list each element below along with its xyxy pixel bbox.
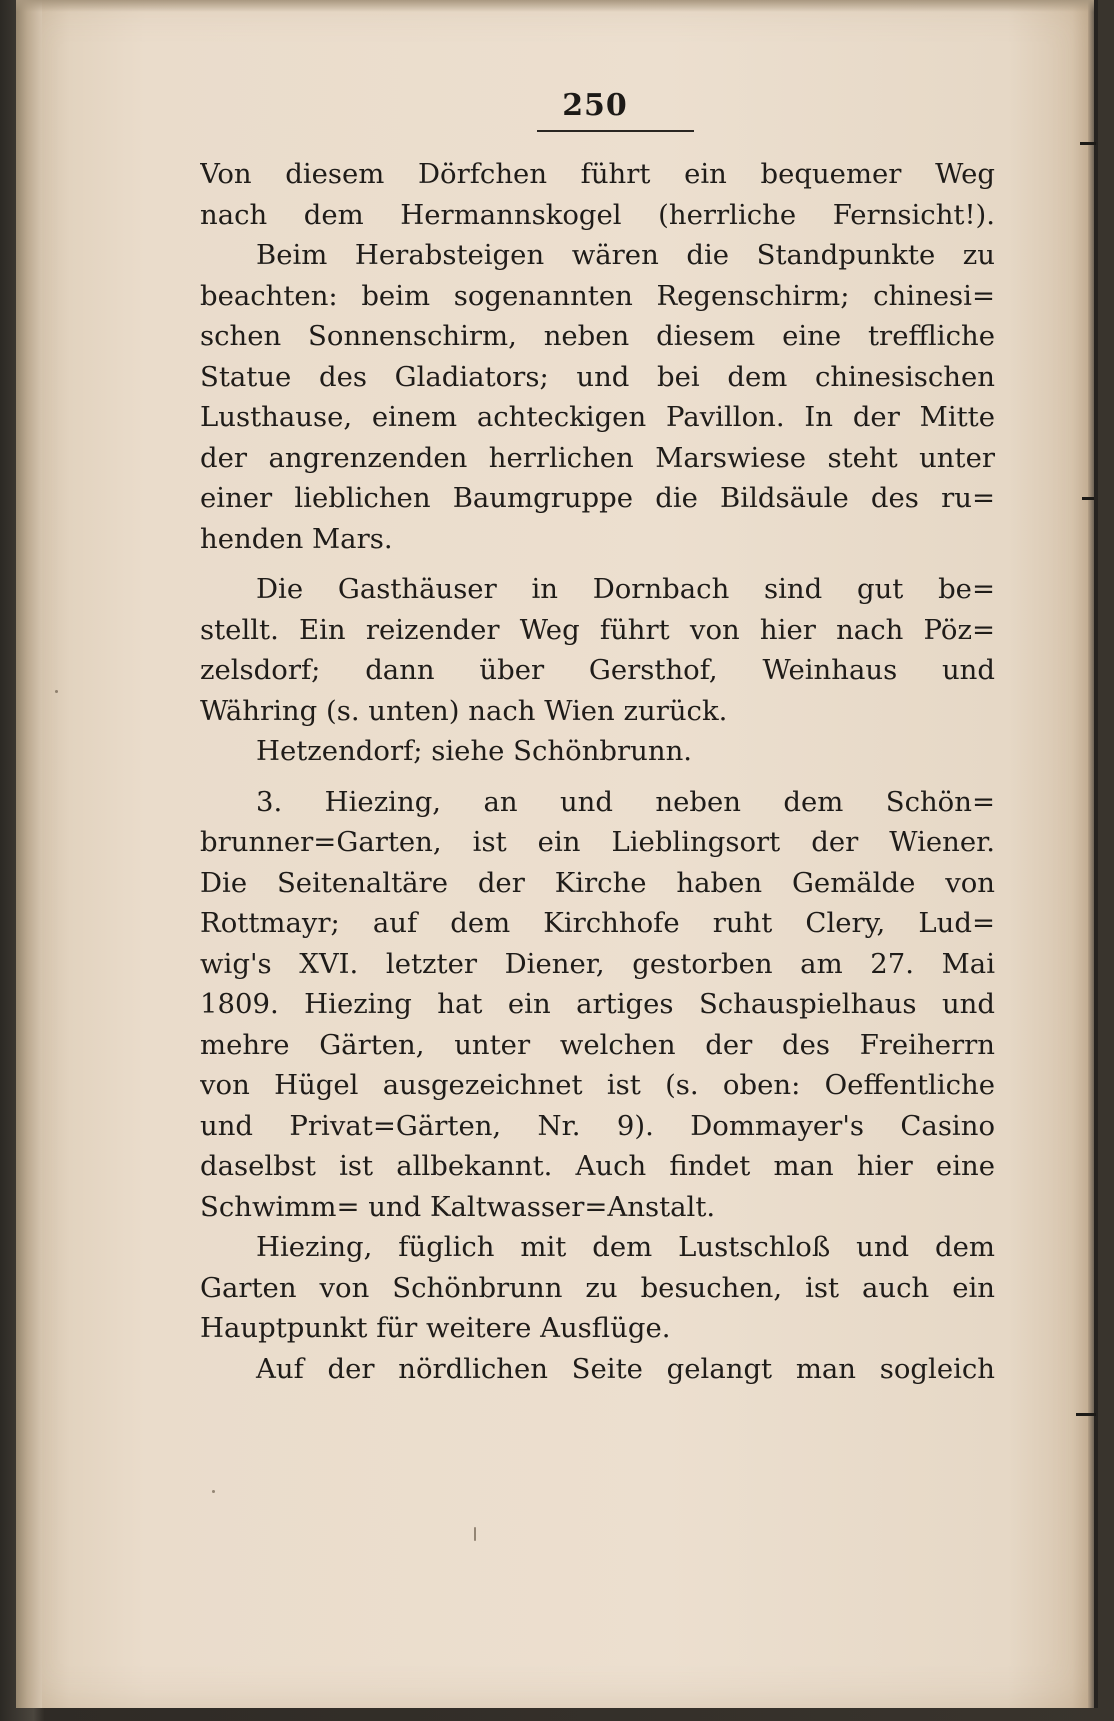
header-rule	[537, 130, 694, 132]
paragraph-gap	[200, 559, 995, 569]
text-line: brunner=Garten, ist ein Lieblingsort der Wiener.	[200, 826, 995, 858]
text-line: Lusthause, einem achteckigen Pavillon. In der Mitte	[200, 401, 995, 433]
text-line: einer lieblichen Baumgruppe die Bildsäule des ru=	[200, 482, 995, 514]
page-edge	[1088, 0, 1094, 1708]
section-heading-line: 3. Hiezing, an und neben dem Schön=	[256, 785, 995, 818]
body-text	[200, 154, 995, 1389]
text-line: Rottmayr; auf dem Kirchhofe ruht Clery, Lud=	[200, 907, 995, 939]
text-line: und Privat=Gärten, Nr. 9). Dommayer's Casino	[200, 1109, 995, 1142]
page-top-edge	[16, 0, 1094, 12]
text-line: der angrenzenden herrlichen Marswiese steht unter	[200, 441, 995, 474]
text-line: zelsdorf; dann über Gersthof, Weinhaus und	[200, 654, 995, 686]
text-line: 1809. Hiezing hat ein artiges Schauspielhaus und	[200, 988, 995, 1020]
page-gutter	[16, 0, 42, 1708]
paper-speck	[55, 690, 58, 693]
text-line: Statue des Gladiators; und bei dem chinesischen	[200, 360, 995, 393]
text-line: stellt. Ein reizender Weg führt von hier nach Pöz=	[200, 613, 995, 646]
paper-speck	[474, 1527, 476, 1541]
text-line: Auf der nördlichen Seite gelangt man sogleich	[256, 1352, 995, 1385]
text-line: Garten von Schönbrunn zu besuchen, ist auch ein	[200, 1271, 995, 1304]
paragraph-gap	[200, 772, 995, 782]
edge-mark	[1082, 497, 1094, 500]
text-line: nach dem Hermannskogel (herrliche Fernsicht!).	[200, 198, 995, 231]
edge-mark	[1080, 142, 1096, 145]
text-line: schen Sonnenschirm, neben diesem eine treffliche	[200, 320, 995, 352]
text-line: daselbst ist allbekannt. Auch findet man hier eine	[200, 1150, 995, 1182]
paper-speck	[212, 1490, 215, 1493]
text-line: Währing (s. unten) nach Wien zurück.	[200, 694, 728, 727]
page-number: 250	[562, 88, 628, 123]
text-line: mehre Gärten, unter welchen der des Freiherrn	[200, 1028, 995, 1061]
text-line: henden Mars.	[200, 522, 393, 555]
edge-mark	[1076, 1413, 1096, 1416]
text-line: Die Gasthäuser in Dornbach sind gut be=	[256, 573, 995, 605]
text-line: Beim Herabsteigen wären die Standpunkte zu	[256, 239, 995, 271]
text-line: Die Seitenaltäre der Kirche haben Gemälde von	[200, 866, 995, 899]
text-line: beachten: beim sogenannten Regenschirm; chinesi=	[200, 279, 995, 312]
text-line: wig's XVI. letzter Diener, gestorben am 27. Mai	[200, 947, 995, 980]
text-line: von Hügel ausgezeichnet ist (s. oben: Oeffentliche	[200, 1069, 995, 1101]
text-line: Hauptpunkt für weitere Ausflüge.	[200, 1312, 671, 1344]
text-line: Hetzendorf; siehe Schönbrunn.	[256, 735, 693, 767]
text-line: Von diesem Dörfchen führt ein bequemer Weg	[200, 158, 995, 190]
text-line: Schwimm= und Kaltwasser=Anstalt.	[200, 1190, 716, 1223]
text-line: Hiezing, füglich mit dem Lustschloß und dem	[256, 1231, 995, 1263]
